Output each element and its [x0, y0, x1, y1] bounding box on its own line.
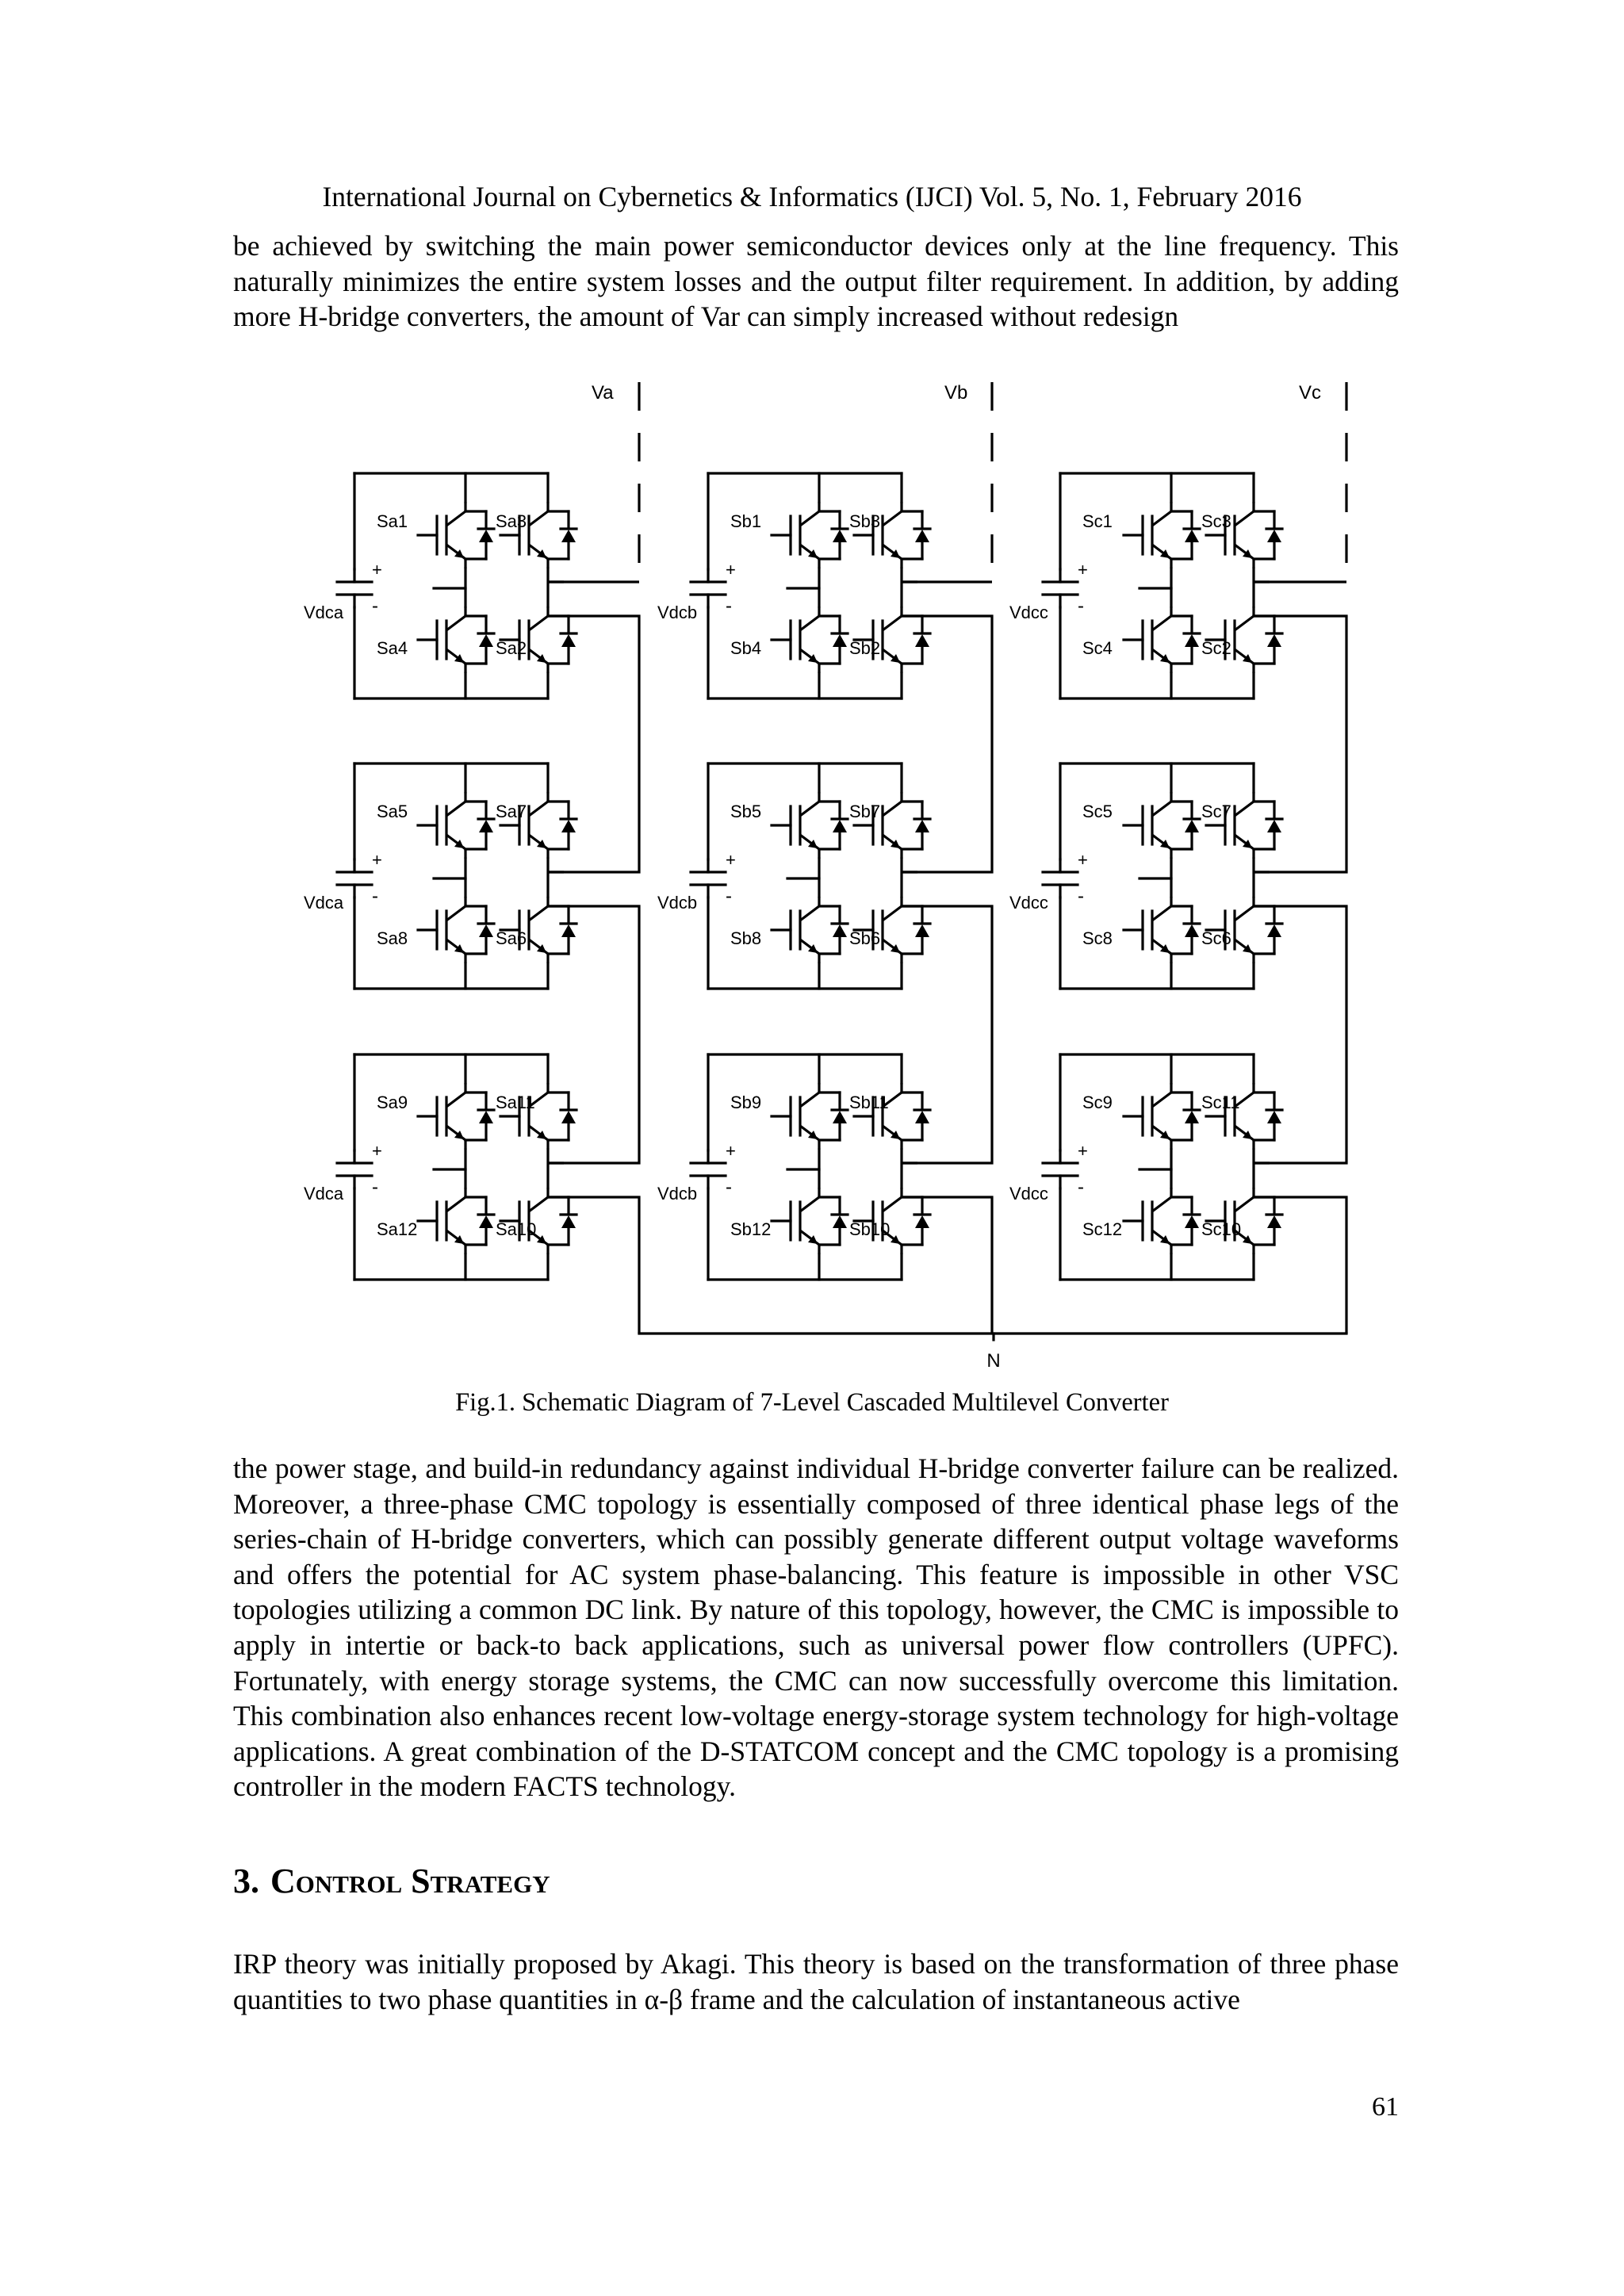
module-c2-plus: +	[1078, 850, 1088, 870]
module-c3-sw1-collector	[1152, 1083, 1171, 1107]
module-a1-sw4-collector	[446, 607, 465, 630]
module-c3-dc-label: Vdcc	[1009, 1184, 1048, 1203]
module-c1-label-lower-right: Sc2	[1201, 638, 1231, 658]
module-a1-sw1-diode	[479, 530, 493, 542]
module-a2-label-upper-right: Sa7	[496, 802, 527, 821]
module-b2-sw3-diode	[915, 820, 929, 832]
module-a1-label-upper-right: Sa3	[496, 511, 527, 531]
neutral-label: N	[986, 1350, 1001, 1372]
module-b1-sw2-collector	[883, 607, 902, 630]
module-b1-sw1-diode	[833, 530, 847, 542]
module-a2-plus: +	[372, 850, 382, 870]
module-a3-label-upper-left: Sa9	[377, 1093, 408, 1112]
module-b2-sw2-diode	[915, 924, 929, 937]
module-a2-sw3-collector	[529, 792, 548, 816]
module-b3-sw1-collector	[800, 1083, 819, 1107]
journal-header: International Journal on Cybernetics & Informatics (IJCI) Vol. 5, No. 1, February 2016	[322, 181, 1302, 212]
phase-b-to-neutral	[902, 1197, 992, 1334]
module-a1-label-lower-left: Sa4	[377, 638, 408, 658]
module-b1-minus: -	[726, 595, 732, 617]
module-b1-sw2-diode	[915, 634, 929, 647]
module-b3-plus: +	[726, 1141, 736, 1161]
module-a3-minus: -	[372, 1177, 378, 1198]
module-c1-minus: -	[1078, 595, 1084, 617]
section-title: Control Strategy	[270, 1862, 550, 1900]
module-c3-sw2-collector	[1235, 1188, 1254, 1211]
module-b1-label-lower-left: Sb4	[730, 638, 762, 658]
module-b2-label-upper-left: Sb5	[730, 802, 762, 821]
phase-c-link-2	[1254, 906, 1346, 1163]
module-b2-dc-label: Vdcb	[657, 893, 698, 913]
module-b1-label-upper-right: Sb3	[849, 511, 881, 531]
section-number: 3.	[233, 1862, 259, 1900]
module-a3-sw1-diode	[479, 1111, 493, 1123]
module-a3-plus: +	[372, 1141, 382, 1161]
module-c1-sw2-diode	[1267, 634, 1281, 647]
module-c1-sw3-diode	[1267, 530, 1281, 542]
module-a3-label-lower-right: Sa10	[496, 1219, 537, 1239]
module-c2-sw2-collector	[1235, 897, 1254, 920]
phase-b-label: Vb	[944, 382, 968, 404]
module-c1-dc-label: Vdcc	[1009, 603, 1048, 622]
module-c1-label-upper-right: Sc3	[1201, 511, 1231, 531]
module-a1-sw2-collector	[529, 607, 548, 630]
phase-a-to-neutral	[548, 1197, 639, 1334]
module-c2-label-lower-left: Sc8	[1082, 928, 1113, 948]
module-b2-sw1-diode	[833, 820, 847, 832]
module-c3-sw3-diode	[1267, 1111, 1281, 1123]
module-c3-label-lower-right: Sc10	[1201, 1219, 1242, 1239]
phase-b-link-1	[902, 616, 992, 872]
module-c3-label-lower-left: Sc12	[1082, 1219, 1123, 1239]
module-b3-label-lower-right: Sb10	[849, 1219, 891, 1239]
module-b2-sw4-diode	[833, 924, 847, 937]
module-b3-minus: -	[726, 1177, 732, 1198]
module-a1-label-lower-right: Sa2	[496, 638, 527, 658]
module-a2-sw1-diode	[479, 820, 493, 832]
module-b3-label-upper-right: Sb11	[849, 1093, 889, 1112]
module-a2-sw4-collector	[446, 897, 465, 920]
module-a2-sw2-diode	[561, 924, 576, 937]
module-a3-dc-label: Vdca	[304, 1184, 344, 1203]
module-a2-label-upper-left: Sa5	[377, 802, 408, 821]
module-a2-dc-label: Vdca	[304, 893, 344, 913]
module-c2-sw2-diode	[1267, 924, 1281, 937]
module-c2-label-upper-left: Sc5	[1082, 802, 1113, 821]
module-b3-dc-label: Vdcb	[657, 1184, 698, 1203]
module-b2-label-lower-right: Sb6	[849, 928, 881, 948]
module-b2-sw3-collector	[883, 792, 902, 816]
module-a1-sw3-collector	[529, 502, 548, 526]
module-a1-sw4-diode	[479, 634, 493, 647]
phase-a-link-1	[548, 616, 639, 872]
module-b1-sw4-collector	[800, 607, 819, 630]
module-a1-plus: +	[372, 560, 382, 580]
module-a3-label-upper-right: Sa11	[496, 1093, 535, 1112]
module-c3-sw1-diode	[1185, 1111, 1199, 1123]
module-a3-sw1-collector	[446, 1083, 465, 1107]
module-a1-sw3-diode	[561, 530, 576, 542]
module-c1-sw4-diode	[1185, 634, 1199, 647]
module-c3-minus: -	[1078, 1177, 1084, 1198]
module-a1-minus: -	[372, 595, 378, 617]
figure-caption: Fig.1. Schematic Diagram of 7-Level Cascaded Multilevel Converter	[455, 1388, 1169, 1417]
module-b3-label-upper-left: Sb9	[730, 1093, 762, 1112]
module-b3-sw2-diode	[915, 1215, 929, 1228]
module-b2-plus: +	[726, 850, 736, 870]
body-paragraph-3: IRP theory was initially proposed by Akagi. This theory is based on the transformation of three phase quantities to two phase quantities in α-β frame and the calculation of instantaneous active	[233, 1948, 1399, 2015]
module-c2-sw3-diode	[1267, 820, 1281, 832]
module-c2-sw4-collector	[1152, 897, 1171, 920]
module-c3-sw4-collector	[1152, 1188, 1171, 1211]
module-c1-sw4-collector	[1152, 607, 1171, 630]
module-c2-sw1-diode	[1185, 820, 1199, 832]
phase-c-link-1	[1254, 616, 1346, 872]
module-c1-sw1-collector	[1152, 502, 1171, 526]
module-b2-sw4-collector	[800, 897, 819, 920]
module-c2-sw4-diode	[1185, 924, 1199, 937]
module-a3-sw3-diode	[561, 1111, 576, 1123]
module-c3-label-upper-right: Sc11	[1201, 1093, 1240, 1112]
module-c3-sw4-diode	[1185, 1215, 1199, 1228]
module-a3-sw2-diode	[561, 1215, 576, 1228]
module-c3-sw2-diode	[1267, 1215, 1281, 1228]
module-a1-sw1-collector	[446, 502, 465, 526]
module-b1-sw3-diode	[915, 530, 929, 542]
module-a2-sw3-diode	[561, 820, 576, 832]
module-a1-label-upper-left: Sa1	[377, 511, 408, 531]
module-c1-label-lower-left: Sc4	[1082, 638, 1113, 658]
module-a1-sw2-diode	[561, 634, 576, 647]
module-b3-sw3-diode	[915, 1111, 929, 1123]
module-c1-sw3-collector	[1235, 502, 1254, 526]
module-a3-sw4-collector	[446, 1188, 465, 1211]
module-b3-sw1-diode	[833, 1111, 847, 1123]
phase-a-link-2	[548, 906, 639, 1163]
phase-b-link-2	[902, 906, 992, 1163]
module-a3-label-lower-left: Sa12	[377, 1219, 418, 1239]
module-b3-sw4-collector	[800, 1188, 819, 1211]
module-c3-label-upper-left: Sc9	[1082, 1093, 1113, 1112]
module-c1-plus: +	[1078, 560, 1088, 580]
phase-a-label: Va	[592, 382, 614, 404]
module-a3-sw2-collector	[529, 1188, 548, 1211]
module-c2-minus: -	[1078, 886, 1084, 907]
module-c2-sw3-collector	[1235, 792, 1254, 816]
page-number: 61	[1372, 2092, 1399, 2122]
module-c2-sw1-collector	[1152, 792, 1171, 816]
body-paragraph-1: be achieved by switching the main power semiconductor devices only at the line frequency. This naturally minimizes the entire system losses and the output filter requirement. In addition, by adding more H-bridge converters, the amount of Var can simply increased without redesign	[233, 230, 1399, 333]
module-c1-sw1-diode	[1185, 530, 1199, 542]
module-a1-dc-label: Vdca	[304, 603, 344, 622]
module-b1-plus: +	[726, 560, 736, 580]
phase-c-to-neutral	[1254, 1197, 1346, 1334]
module-c2-label-upper-right: Sc7	[1201, 802, 1231, 821]
module-c2-label-lower-right: Sc6	[1201, 928, 1231, 948]
module-c1-label-upper-left: Sc1	[1082, 511, 1113, 531]
module-b2-minus: -	[726, 886, 732, 907]
module-b2-label-upper-right: Sb7	[849, 802, 881, 821]
module-a2-minus: -	[372, 886, 378, 907]
module-b2-sw1-collector	[800, 792, 819, 816]
module-b3-sw2-collector	[883, 1188, 902, 1211]
module-a2-sw1-collector	[446, 792, 465, 816]
module-a2-label-lower-right: Sa6	[496, 928, 527, 948]
module-b3-sw4-diode	[833, 1215, 847, 1228]
module-c1-sw2-collector	[1235, 607, 1254, 630]
module-b1-sw1-collector	[800, 502, 819, 526]
module-b1-sw4-diode	[833, 634, 847, 647]
body-paragraph-2: the power stage, and build-in redundancy against individual H-bridge converter failure can be realized. Moreover, a three-phase CMC topology is essentially composed of three identical phase legs of the series-chain of H-bridge converters, which can possibly generate different output voltage waveforms and offers the potential for AC system phase-balancing. This feature is impossible in other VSC topologies utilizing a common DC link. By nature of this topology, however, the CMC is impossible to apply in intertie or back-to back applications, such as universal power flow controllers (UPFC). Fortunately, with energy storage systems, the CMC can now successfully overcome this limitation. This combination also enhances recent low-voltage energy-storage system technology for high-voltage applications. A great combination of the D-STATCOM concept and the CMC topology is a promising controller in the modern FACTS technology.	[233, 1452, 1399, 1803]
module-b2-sw2-collector	[883, 897, 902, 920]
module-b3-label-lower-left: Sb12	[730, 1219, 772, 1239]
module-a2-sw4-diode	[479, 924, 493, 937]
module-b1-label-upper-left: Sb1	[730, 511, 762, 531]
section-heading	[233, 1859, 550, 1904]
module-c2-dc-label: Vdcc	[1009, 893, 1048, 913]
module-a2-sw2-collector	[529, 897, 548, 920]
phase-c-label: Vc	[1299, 382, 1322, 404]
module-b1-dc-label: Vdcb	[657, 603, 698, 622]
module-b1-label-lower-right: Sb2	[849, 638, 881, 658]
module-b2-label-lower-left: Sb8	[730, 928, 762, 948]
module-a2-label-lower-left: Sa8	[377, 928, 408, 948]
module-a3-sw4-diode	[479, 1215, 493, 1228]
module-c3-plus: +	[1078, 1141, 1088, 1161]
module-b1-sw3-collector	[883, 502, 902, 526]
